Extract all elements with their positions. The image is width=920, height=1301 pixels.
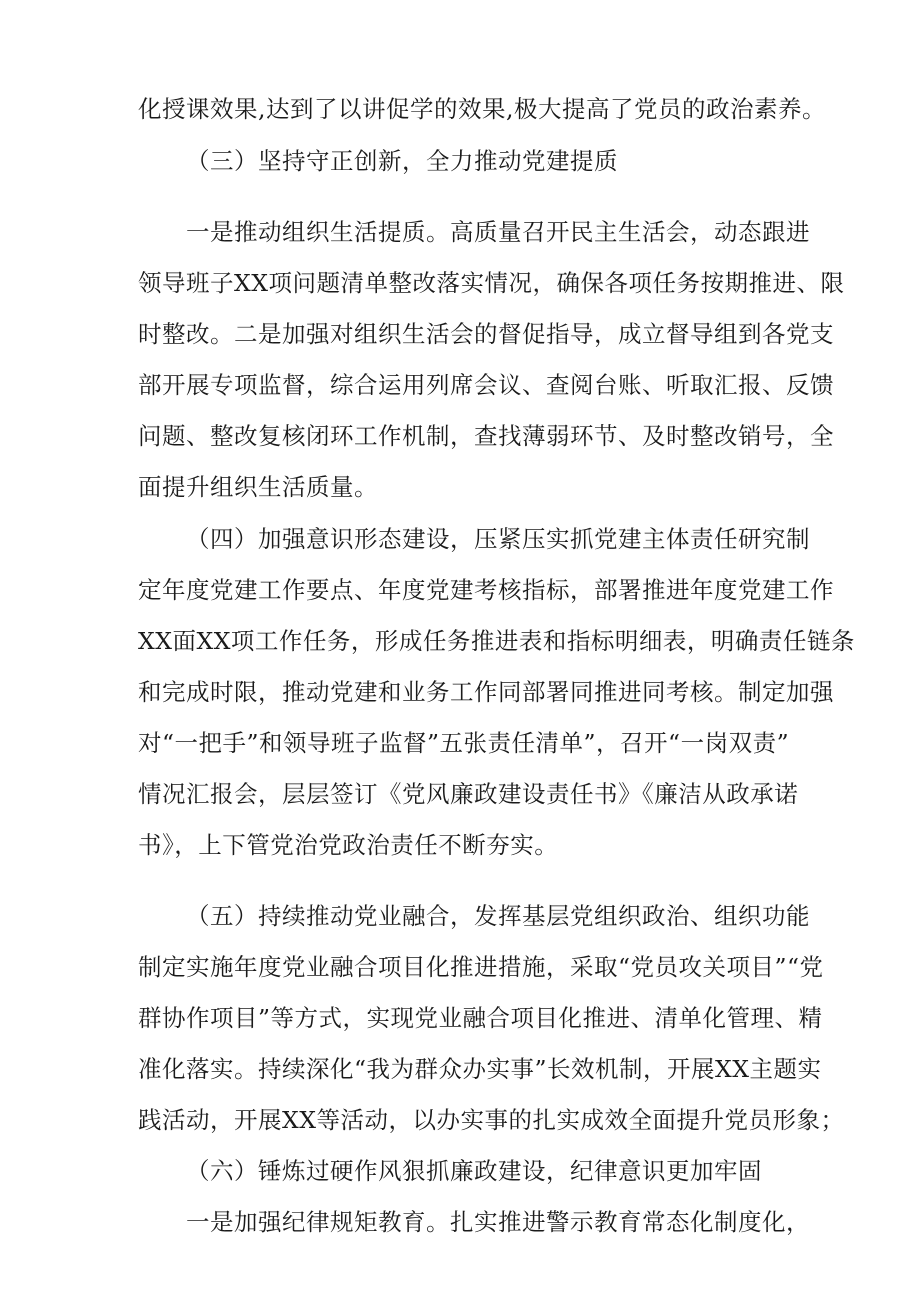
section-heading-3: （三）坚持守正创新，全力推动党建提质 [186, 147, 618, 175]
text-line: 和完成时限，推动党建和业务工作同部署同推进同考核。制定加强 [138, 678, 834, 706]
text-line: 准化落实。持续深化“我为群众办实事”长效机制，开展XX主题实 [138, 1055, 822, 1083]
section-heading-5: （五）持续推动党业融合，发挥基层党组织政治、组织功能 [186, 902, 810, 930]
text-line: 问题、整改复核闭环工作机制，查找薄弱环节、及时整改销号，全 [138, 422, 834, 450]
text-line: 时整改。二是加强对组织生活会的督促指导，成立督导组到各党支 [138, 320, 834, 348]
text-line: 定年度党建工作要点、年度党建考核指标，部署推进年度党建工作 [138, 576, 834, 604]
text-line: 群协作项目”等方式，实现党业融合项目化推进、清单化管理、精 [138, 1004, 823, 1032]
text-line: 领导班子XX项问题清单整改落实情况，确保各项任务按期推进、限 [138, 269, 845, 297]
text-line: 一是推动组织生活提质。高质量召开民主生活会，动态跟进 [186, 218, 810, 246]
text-line: 部开展专项监督，综合运用列席会议、查阅台账、听取汇报、反馈 [138, 371, 834, 399]
text-line: 践活动，开展XX等活动，以办实事的扎实成效全面提升党员形象； [138, 1106, 845, 1134]
text-line: 化授课效果,达到了以讲促学的效果,极大提高了党员的政治素养。 [138, 95, 826, 123]
text-line: 面提升组织生活质量。 [138, 473, 378, 501]
text-line: XX面XX项工作任务，形成任务推进表和指标明细表，明确责任链条 [138, 627, 855, 655]
text-line: 书》，上下管党治党政治责任不断夯实。 [138, 831, 559, 859]
text-line: 一是加强纪律规矩教育。扎实推进警示教育常态化制度化， [186, 1208, 810, 1236]
text-line: 对“一把手”和领导班子监督”五张责任清单”，召开“一岗双责” [138, 729, 790, 757]
section-heading-4: （四）加强意识形态建设，压紧压实抓党建主体责任研究制 [186, 525, 810, 553]
section-heading-6: （六）锤炼过硬作风狠抓廉政建设，纪律意识更加牢固 [186, 1157, 762, 1185]
text-line: 情况汇报会，层层签订《党风廉政建设责任书》《廉洁从政承诺 [138, 780, 799, 808]
text-line: 制定实施年度党业融合项目化推进措施，采取“党员攻关项目”“党 [138, 953, 824, 981]
